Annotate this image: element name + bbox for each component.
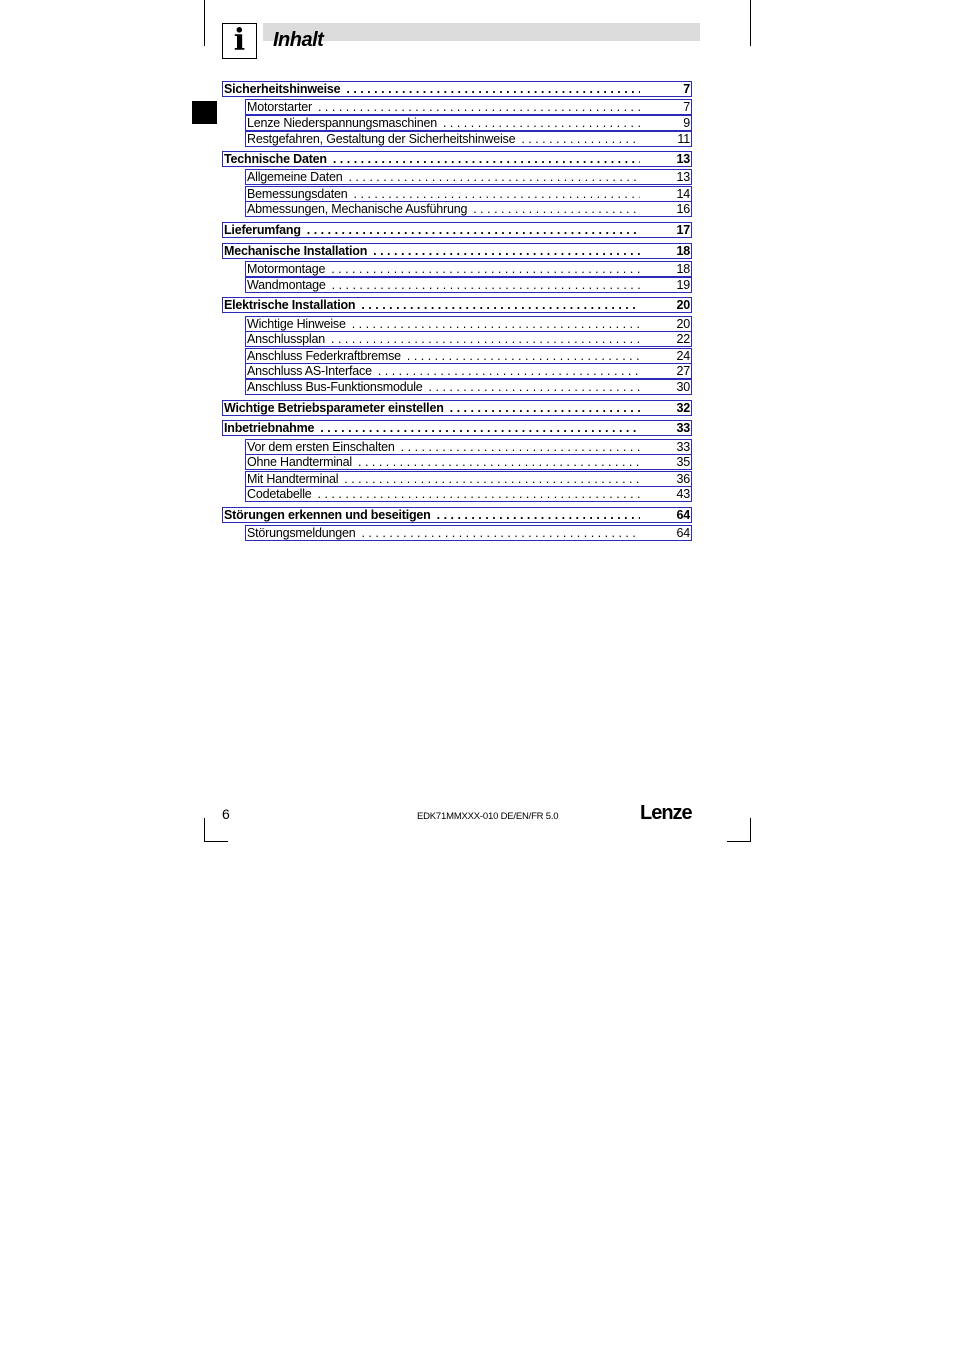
toc-entry-page: 33 <box>676 440 690 454</box>
crop-mark-top-left <box>204 0 205 46</box>
toc-entry-label: Sicherheitshinweise <box>224 82 341 96</box>
toc-leader-dots <box>325 332 640 346</box>
toc-entry-page: 27 <box>676 364 690 378</box>
toc-entry-page: 32 <box>676 401 690 415</box>
toc-leader-dots <box>355 526 640 540</box>
toc-leader-dots <box>312 487 640 501</box>
toc-entry-page: 18 <box>676 262 690 276</box>
toc-entry-page: 7 <box>683 100 690 114</box>
toc-leader-dots <box>515 132 640 146</box>
crop-mark-bottom-left-h <box>204 841 228 842</box>
toc-entry-page: 36 <box>676 472 690 486</box>
toc-leader-dots <box>372 364 640 378</box>
toc-section-link[interactable] <box>245 169 692 185</box>
toc-chapter-link[interactable] <box>222 81 692 97</box>
toc-leader-dots <box>314 421 640 435</box>
toc-entry-page: 18 <box>676 244 690 258</box>
toc-section-link[interactable] <box>245 115 692 131</box>
toc-entry-label: Inbetriebnahme <box>224 421 315 435</box>
footer-page-number: 6 <box>222 806 230 822</box>
toc-entry-label: Mechanische Installation <box>224 244 368 258</box>
toc-section-link[interactable] <box>245 316 692 332</box>
toc-entry-page: 14 <box>676 187 690 201</box>
toc-leader-dots <box>355 298 640 312</box>
toc-entry-label: Motormontage <box>247 262 326 276</box>
toc-section-link[interactable] <box>245 201 692 217</box>
toc-entry-page: 24 <box>676 349 690 363</box>
toc-leader-dots <box>301 223 640 237</box>
toc-entry-page: 17 <box>676 223 690 237</box>
toc-leader-dots <box>437 116 640 130</box>
toc-leader-dots <box>338 472 640 486</box>
toc-chapter-link[interactable] <box>222 297 692 313</box>
toc-entry-label: Bemessungsdaten <box>247 187 348 201</box>
toc-entry-page: 13 <box>676 152 690 166</box>
toc-leader-dots <box>352 455 640 469</box>
toc-entry-label: Anschluss Bus-Funktionsmodule <box>247 380 423 394</box>
toc-entry-page: 35 <box>676 455 690 469</box>
toc-leader-dots <box>346 317 640 331</box>
toc-entry-label: Wandmontage <box>247 278 326 292</box>
toc-leader-dots <box>312 100 640 114</box>
toc-chapter-link[interactable] <box>222 151 692 167</box>
toc-entry-label: Abmessungen, Mechanische Ausführung <box>247 202 468 216</box>
toc-leader-dots <box>327 152 640 166</box>
toc-leader-dots <box>423 380 640 394</box>
toc-leader-dots <box>444 401 640 415</box>
footer-doc-code: EDK71MMXXX-010 DE/EN/FR 5.0 <box>417 811 559 822</box>
toc-entry-label: Anschluss Federkraftbremse <box>247 349 401 363</box>
toc-section-link[interactable] <box>245 261 692 277</box>
thumb-index-tab <box>192 101 217 124</box>
toc-entry-label: Wichtige Hinweise <box>247 317 346 331</box>
toc-entry-label: Anschluss AS-Interface <box>247 364 372 378</box>
page-title: Inhalt <box>273 29 324 51</box>
toc-section-link[interactable] <box>245 363 692 379</box>
toc-entry-label: Motorstarter <box>247 100 312 114</box>
toc-section-link[interactable] <box>245 99 692 115</box>
toc-chapter-link[interactable] <box>222 507 692 523</box>
toc-entry-page: 43 <box>676 487 690 501</box>
toc-entry-page: 19 <box>676 278 690 292</box>
toc-section-link[interactable] <box>245 331 692 347</box>
toc-entry-label: Lieferumfang <box>224 223 301 237</box>
toc-section-link[interactable] <box>245 454 692 470</box>
toc-entry-label: Lenze Niederspannungsmaschinen <box>247 116 437 130</box>
toc-entry-page: 20 <box>676 317 690 331</box>
toc-section-link[interactable] <box>245 131 692 147</box>
toc-entry-label: Allgemeine Daten <box>247 170 343 184</box>
toc-leader-dots <box>340 82 640 96</box>
toc-entry-page: 64 <box>676 508 690 522</box>
toc-leader-dots <box>325 262 640 276</box>
toc-chapter-link[interactable] <box>222 420 692 436</box>
toc-entry-page: 20 <box>676 298 690 312</box>
toc-entry-label: Störungsmeldungen <box>247 526 356 540</box>
toc-entry-page: 64 <box>676 526 690 540</box>
toc-entry-label: Anschlussplan <box>247 332 326 346</box>
toc-entry-page: 9 <box>683 116 690 130</box>
toc-entry-page: 16 <box>676 202 690 216</box>
header-bar <box>263 23 700 41</box>
toc-entry-label: Mit Handterminal <box>247 472 339 486</box>
toc-section-link[interactable] <box>245 277 692 293</box>
info-icon: i <box>222 23 257 59</box>
toc-section-link[interactable] <box>245 486 692 502</box>
toc-leader-dots <box>395 440 640 454</box>
toc-entry-page: 13 <box>676 170 690 184</box>
toc-entry-page: 7 <box>683 82 690 96</box>
toc-leader-dots <box>367 244 640 258</box>
crop-mark-top-right <box>750 0 751 46</box>
toc-section-link[interactable] <box>245 186 692 202</box>
toc-chapter-link[interactable] <box>222 243 692 259</box>
toc-leader-dots <box>348 187 640 201</box>
toc-entry-label: Codetabelle <box>247 487 312 501</box>
toc-entry-page: 22 <box>676 332 690 346</box>
toc-leader-dots <box>401 349 640 363</box>
toc-entry-label: Restgefahren, Gestaltung der Sicherheitshinweise <box>247 132 516 146</box>
toc-entry-label: Vor dem ersten Einschalten <box>247 440 395 454</box>
toc-leader-dots <box>431 508 640 522</box>
toc-entry-label: Wichtige Betriebsparameter einstellen <box>224 401 444 415</box>
toc-entry-page: 33 <box>676 421 690 435</box>
toc-entry-label: Störungen erkennen und beseitigen <box>224 508 431 522</box>
toc-section-link[interactable] <box>245 525 692 541</box>
toc-entry-page: 11 <box>677 132 690 146</box>
toc-entry-label: Ohne Handterminal <box>247 455 352 469</box>
lenze-logo: Lenze <box>640 802 692 824</box>
toc-section-link[interactable] <box>245 348 692 364</box>
toc-leader-dots <box>342 170 640 184</box>
toc-entry-label: Elektrische Installation <box>224 298 356 312</box>
toc-section-link[interactable] <box>245 439 692 455</box>
toc-chapter-link[interactable] <box>222 222 692 238</box>
toc-section-link[interactable] <box>245 471 692 487</box>
toc-leader-dots <box>326 278 640 292</box>
crop-mark-bottom-right-v <box>750 818 751 842</box>
toc-leader-dots <box>467 202 640 216</box>
toc-chapter-link[interactable] <box>222 400 692 416</box>
toc-entry-label: Technische Daten <box>224 152 327 166</box>
toc-section-link[interactable] <box>245 379 692 395</box>
crop-mark-bottom-left-v <box>204 818 205 842</box>
toc-entry-page: 30 <box>676 380 690 394</box>
crop-mark-bottom-right-h <box>727 841 751 842</box>
